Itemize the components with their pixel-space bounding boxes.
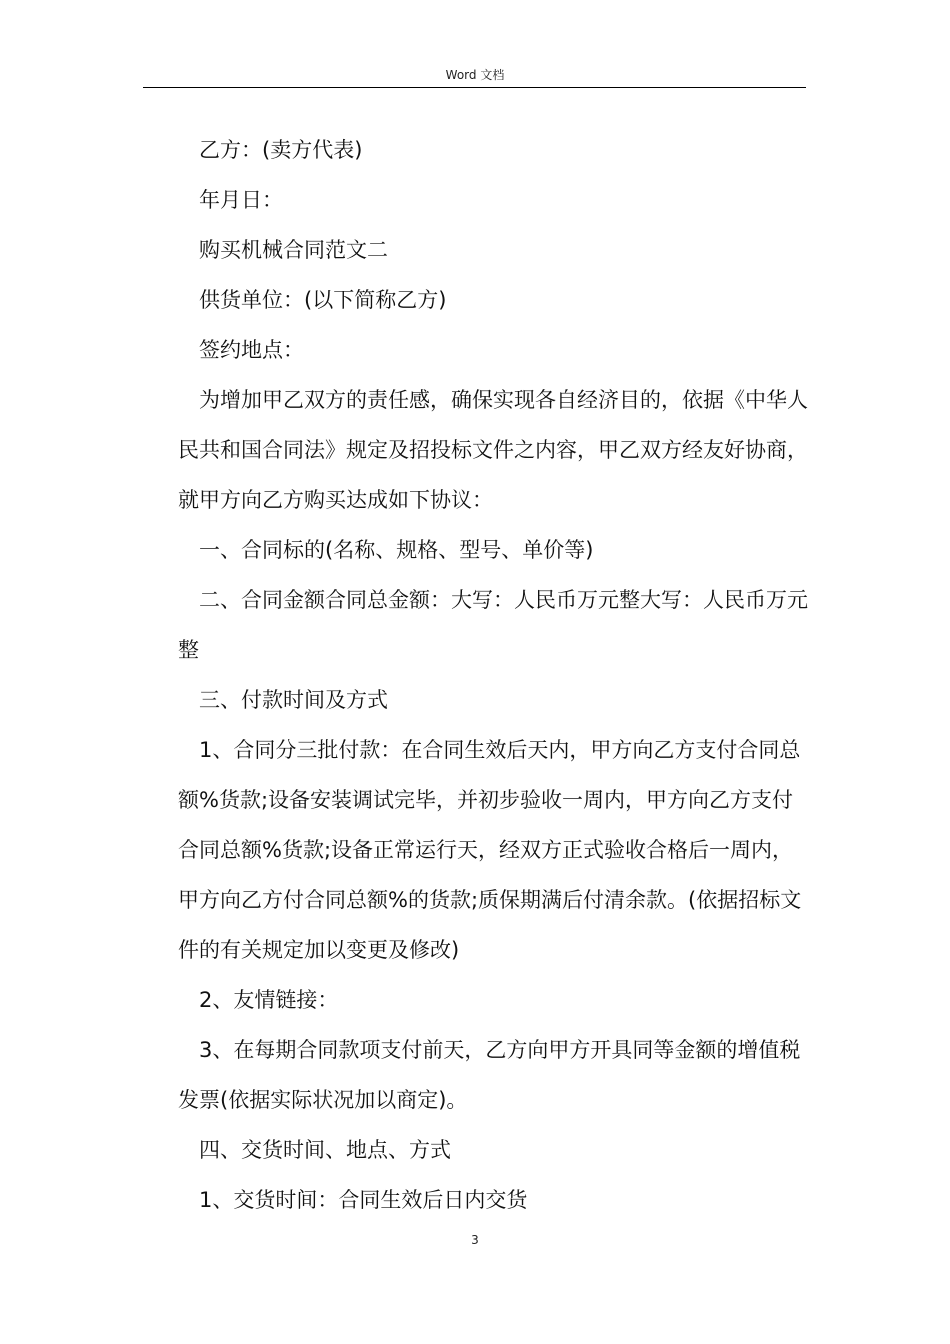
document-body [178,125,808,1225]
paragraph-clause-4: 四、交货时间、地点、方式 [199,1138,451,1162]
paragraph-delivery-1: 1、交货时间：合同生效后日内交货 [199,1188,528,1212]
paragraph-payment-1: 1、合同分三批付款：在合同生效后天内，甲方向乙方支付合同总额%货款;设备安装调试完毕，并初步验收一周内，甲方向乙方支付合同总额%货款;设备正常运行天，经双方正式验收合格后一周内，甲方向乙方付合同总额%的货款;质保期满后付清余款。(依据招标文件的有关规定加以变更及修改) [178,738,802,962]
paragraph-preamble: 为增加甲乙双方的责任感，确保实现各自经济目的，依据《中华人民共和国合同法》规定及招投标文件之内容，甲乙双方经友好协商，就甲方向乙方购买达成如下协议： [178,388,808,512]
paragraph-clause-1: 一、合同标的(名称、规格、型号、单价等) [199,538,594,562]
paragraph-supplier: 供货单位：(以下简称乙方) [199,288,447,312]
paragraph-payment-2: 2、友情链接： [199,988,339,1012]
paragraph-clause-3: 三、付款时间及方式 [199,688,388,712]
header-title: Word 文档 [445,68,505,82]
page-number: 3 [471,1233,479,1247]
paragraph-party-b: 乙方：(卖方代表) [199,138,363,162]
paragraph-payment-3: 3、在每期合同款项支付前天，乙方向甲方开具同等金额的增值税发票(依据实际状况加以商定)。 [178,1038,801,1112]
paragraph-signing-place: 签约地点： [199,338,304,362]
header-divider [143,87,806,88]
paragraph-date: 年月日： [199,188,283,212]
paragraph-section-title: 购买机械合同范文二 [199,238,388,262]
paragraph-clause-2: 二、合同金额合同总金额：大写：人民币万元整大写：人民币万元整 [178,588,808,662]
